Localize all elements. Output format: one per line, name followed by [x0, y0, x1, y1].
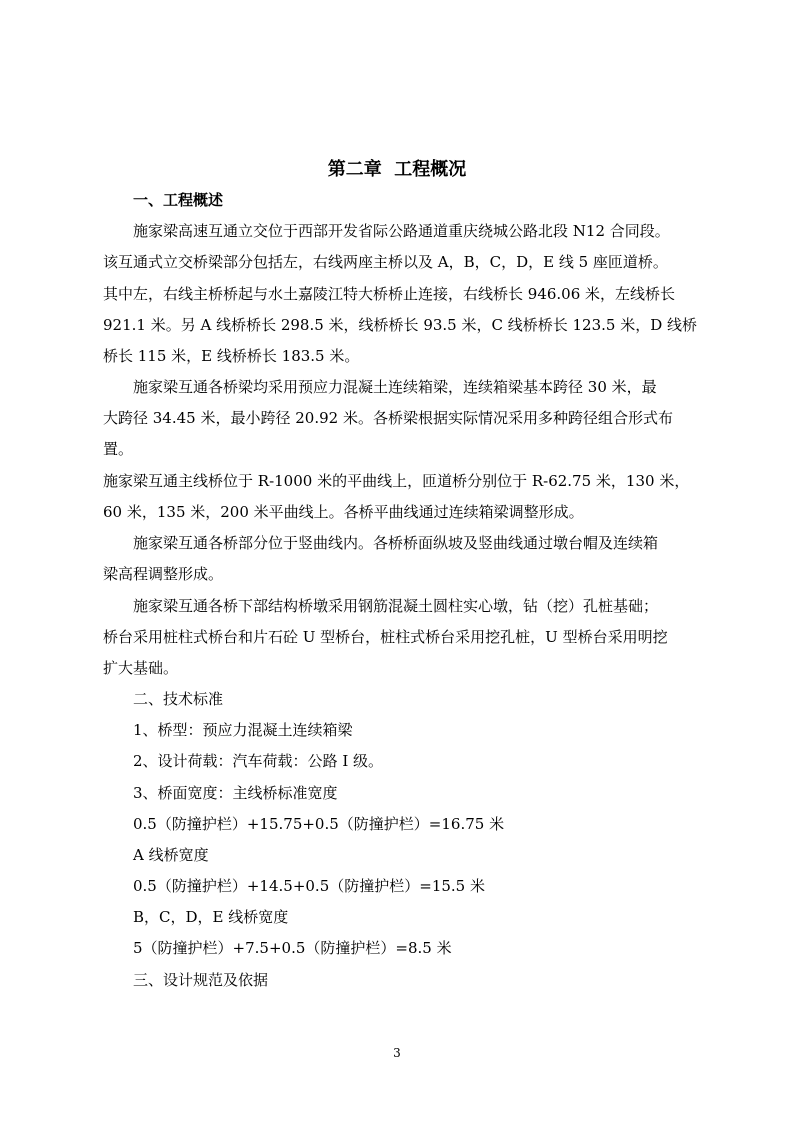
paragraph-line: 施家梁高速互通立交位于西部开发省际公路通道重庆绕城公路北段 N12 合同段。: [133, 222, 670, 240]
standard-item: 3、桥面宽度：主线桥标准宽度: [133, 784, 338, 802]
paragraph-line: 施家梁互通各桥梁均采用预应力混凝土连续箱梁，连续箱梁基本跨径 30 米，最: [133, 378, 657, 396]
paragraph-line: 施家梁互通各桥部分位于竖曲线内。各桥桥面纵坡及竖曲线通过墩台帽及连续箱: [133, 534, 659, 552]
paragraph-line: 该互通式立交桥梁部分包括左，右线两座主桥以及 A，B，C，D，E 线 5 座匝道桥。: [103, 253, 668, 271]
paragraph-line: 大跨径 34.45 米，最小跨径 20.92 米。各桥梁根据实际情况采用多种跨径组合形式布: [103, 409, 673, 427]
paragraph-line: 桥长 115 米，E 线桥桥长 183.5 米。: [103, 347, 360, 365]
standard-item: 1、桥型：预应力混凝土连续箱梁: [133, 721, 353, 739]
standard-item: 2、设计荷载：汽车荷载：公路 I 级。: [133, 752, 384, 770]
section-heading-codes: 三、设计规范及依据: [133, 971, 269, 989]
standard-item: A 线桥宽度: [133, 846, 209, 864]
paragraph-line: 桥台采用桩柱式桥台和片石砼 U 型桥台，桩柱式桥台采用挖孔桩，U 型桥台采用明挖: [103, 628, 668, 646]
standard-item: B，C，D，E 线桥宽度: [133, 908, 289, 926]
standard-item: 0.5（防撞护栏）+15.75+0.5（防撞护栏）=16.75 米: [133, 815, 505, 833]
section-heading-standards: 二、技术标准: [133, 690, 224, 708]
paragraph-line: 置。: [103, 440, 134, 458]
chapter-title: 第二章 工程概况: [327, 159, 467, 180]
paragraph-line: 梁高程调整形成。: [103, 565, 224, 583]
section-heading-overview: 一、工程概述: [133, 191, 224, 209]
paragraph-line: 其中左，右线主桥桥起与水土嘉陵江特大桥桥止连接，右线桥长 946.06 米，左线桥长: [103, 285, 676, 303]
page-number: 3: [393, 1046, 401, 1060]
paragraph-line: 扩大基础。: [103, 659, 179, 677]
paragraph-line: 施家梁互通各桥下部结构桥墩采用钢筋混凝土圆柱实心墩，钻（挖）孔桩基础；: [133, 597, 659, 615]
standard-item: 5（防撞护栏）+7.5+0.5（防撞护栏）=8.5 米: [133, 939, 452, 957]
standard-item: 0.5（防撞护栏）+14.5+0.5（防撞护栏）=15.5 米: [133, 877, 485, 895]
paragraph-line: 施家梁互通主线桥位于 R-1000 米的平曲线上，匝道桥分别位于 R-62.75 米，130 米，: [103, 472, 690, 490]
paragraph-line: 921.1 米。另 A 线桥桥长 298.5 米，线桥桥长 93.5 米，C 线桥桥长 123.5 米，D 线桥: [103, 316, 698, 334]
paragraph-line: 60 米，135 米，200 米平曲线上。各桥平曲线通过连续箱梁调整形成。: [103, 503, 584, 521]
